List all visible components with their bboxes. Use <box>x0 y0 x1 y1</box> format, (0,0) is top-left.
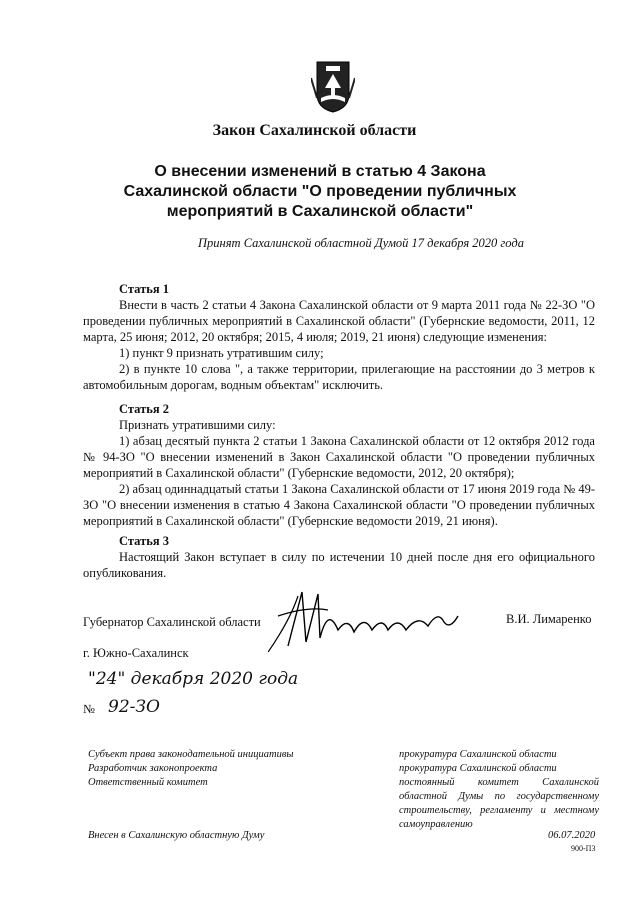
submission-date: 06.07.2020 <box>548 830 596 841</box>
law-heading <box>60 162 580 222</box>
footer-left-line: Субъект права законодательной инициативы <box>88 749 294 760</box>
footer-left-line: Разработчик законопроекта <box>88 763 218 774</box>
article-2-title: Статья 2 <box>119 402 169 416</box>
article-1-paragraph: 2) в пункте 10 слова ", а также территории, прилегающие на расстоянии до 3 метров к автомобильным дорогам, водным объектам" исключить. <box>83 362 595 392</box>
article-2-paragraph: 1) абзац десятый пункта 2 статьи 1 Закона Сахалинской области от 12 октября 2012 года № 94-ЗО "О внесении изменений в Закон Сахалинской области "О проведении публичных мероприятий в Сахалинской области" (Губернские ведомости, 2012, 20 октября); <box>83 434 595 480</box>
article-3-title: Статья 3 <box>119 534 169 548</box>
article-1 <box>83 281 595 393</box>
article-2-paragraph: Признать утратившими силу: <box>119 418 276 432</box>
heading-line-1: О внесении изменений в статью 4 Закона <box>154 163 486 180</box>
governor-position: Губернатор Сахалинской области <box>83 615 261 629</box>
article-2-paragraph: 2) абзац одиннадцатый статьи 1 Закона Сахалинской области от 17 июня 2019 года № 49-ЗО "О внесении изменения в статью 4 Закона Сахалинской области "О проведении публичных мероприятий в Сахалинской области" (Губернские ведомости 2019, 21 июня). <box>83 482 595 528</box>
handwritten-number: 92-ЗО <box>108 697 160 717</box>
footer-left <box>88 748 294 790</box>
city: г. Южно-Сахалинск <box>83 646 189 660</box>
heading-line-2: Сахалинской области "О проведении публичных <box>123 183 517 200</box>
coat-of-arms-emblem <box>311 58 355 114</box>
governor-name: В.И. Лимаренко <box>506 612 592 626</box>
article-3 <box>83 533 595 581</box>
law-title: Закон Сахалинской области <box>212 122 417 139</box>
handwritten-signature <box>268 586 468 652</box>
adoption-note: Принят Сахалинской областной Думой 17 декабря 2020 года <box>198 236 524 250</box>
article-1-paragraph: 1) пункт 9 признать утратившим силу; <box>119 346 324 360</box>
document-code: 900-П3 <box>571 844 596 853</box>
article-2 <box>83 401 595 529</box>
footer-left-line: Ответственный комитет <box>88 777 208 788</box>
footer-right-line: прокуратура Сахалинской области <box>399 763 557 774</box>
article-3-paragraph: Настоящий Закон вступает в силу по истечении 10 дней после дня его официального опубликования. <box>83 550 595 580</box>
footer-right-line: постоянный комитет Сахалинской областной Думы по государственному строительству, регламенту и местному самоуправлению <box>399 777 599 830</box>
footer-right-line: прокуратура Сахалинской области <box>399 749 557 760</box>
handwritten-date: "24" декабря 2020 года <box>88 669 299 689</box>
heading-line-3: мероприятий в Сахалинской области" <box>166 203 474 220</box>
footer-right <box>399 748 599 832</box>
submitted-note: Внесен в Сахалинскую областную Думу <box>88 830 265 841</box>
article-1-title: Статья 1 <box>119 282 169 296</box>
article-1-paragraph: Внести в часть 2 статьи 4 Закона Сахалинской области от 9 марта 2011 года № 22-ЗО "О проведении публичных мероприятий в Сахалинской области" (Губернские ведомости, 2011, 12 марта, 25 июня; 2012, 20 октября; 2015, 4 июля; 2019, 21 июня) следующие изменения: <box>83 298 595 344</box>
law-number-prefix: № <box>83 702 95 716</box>
